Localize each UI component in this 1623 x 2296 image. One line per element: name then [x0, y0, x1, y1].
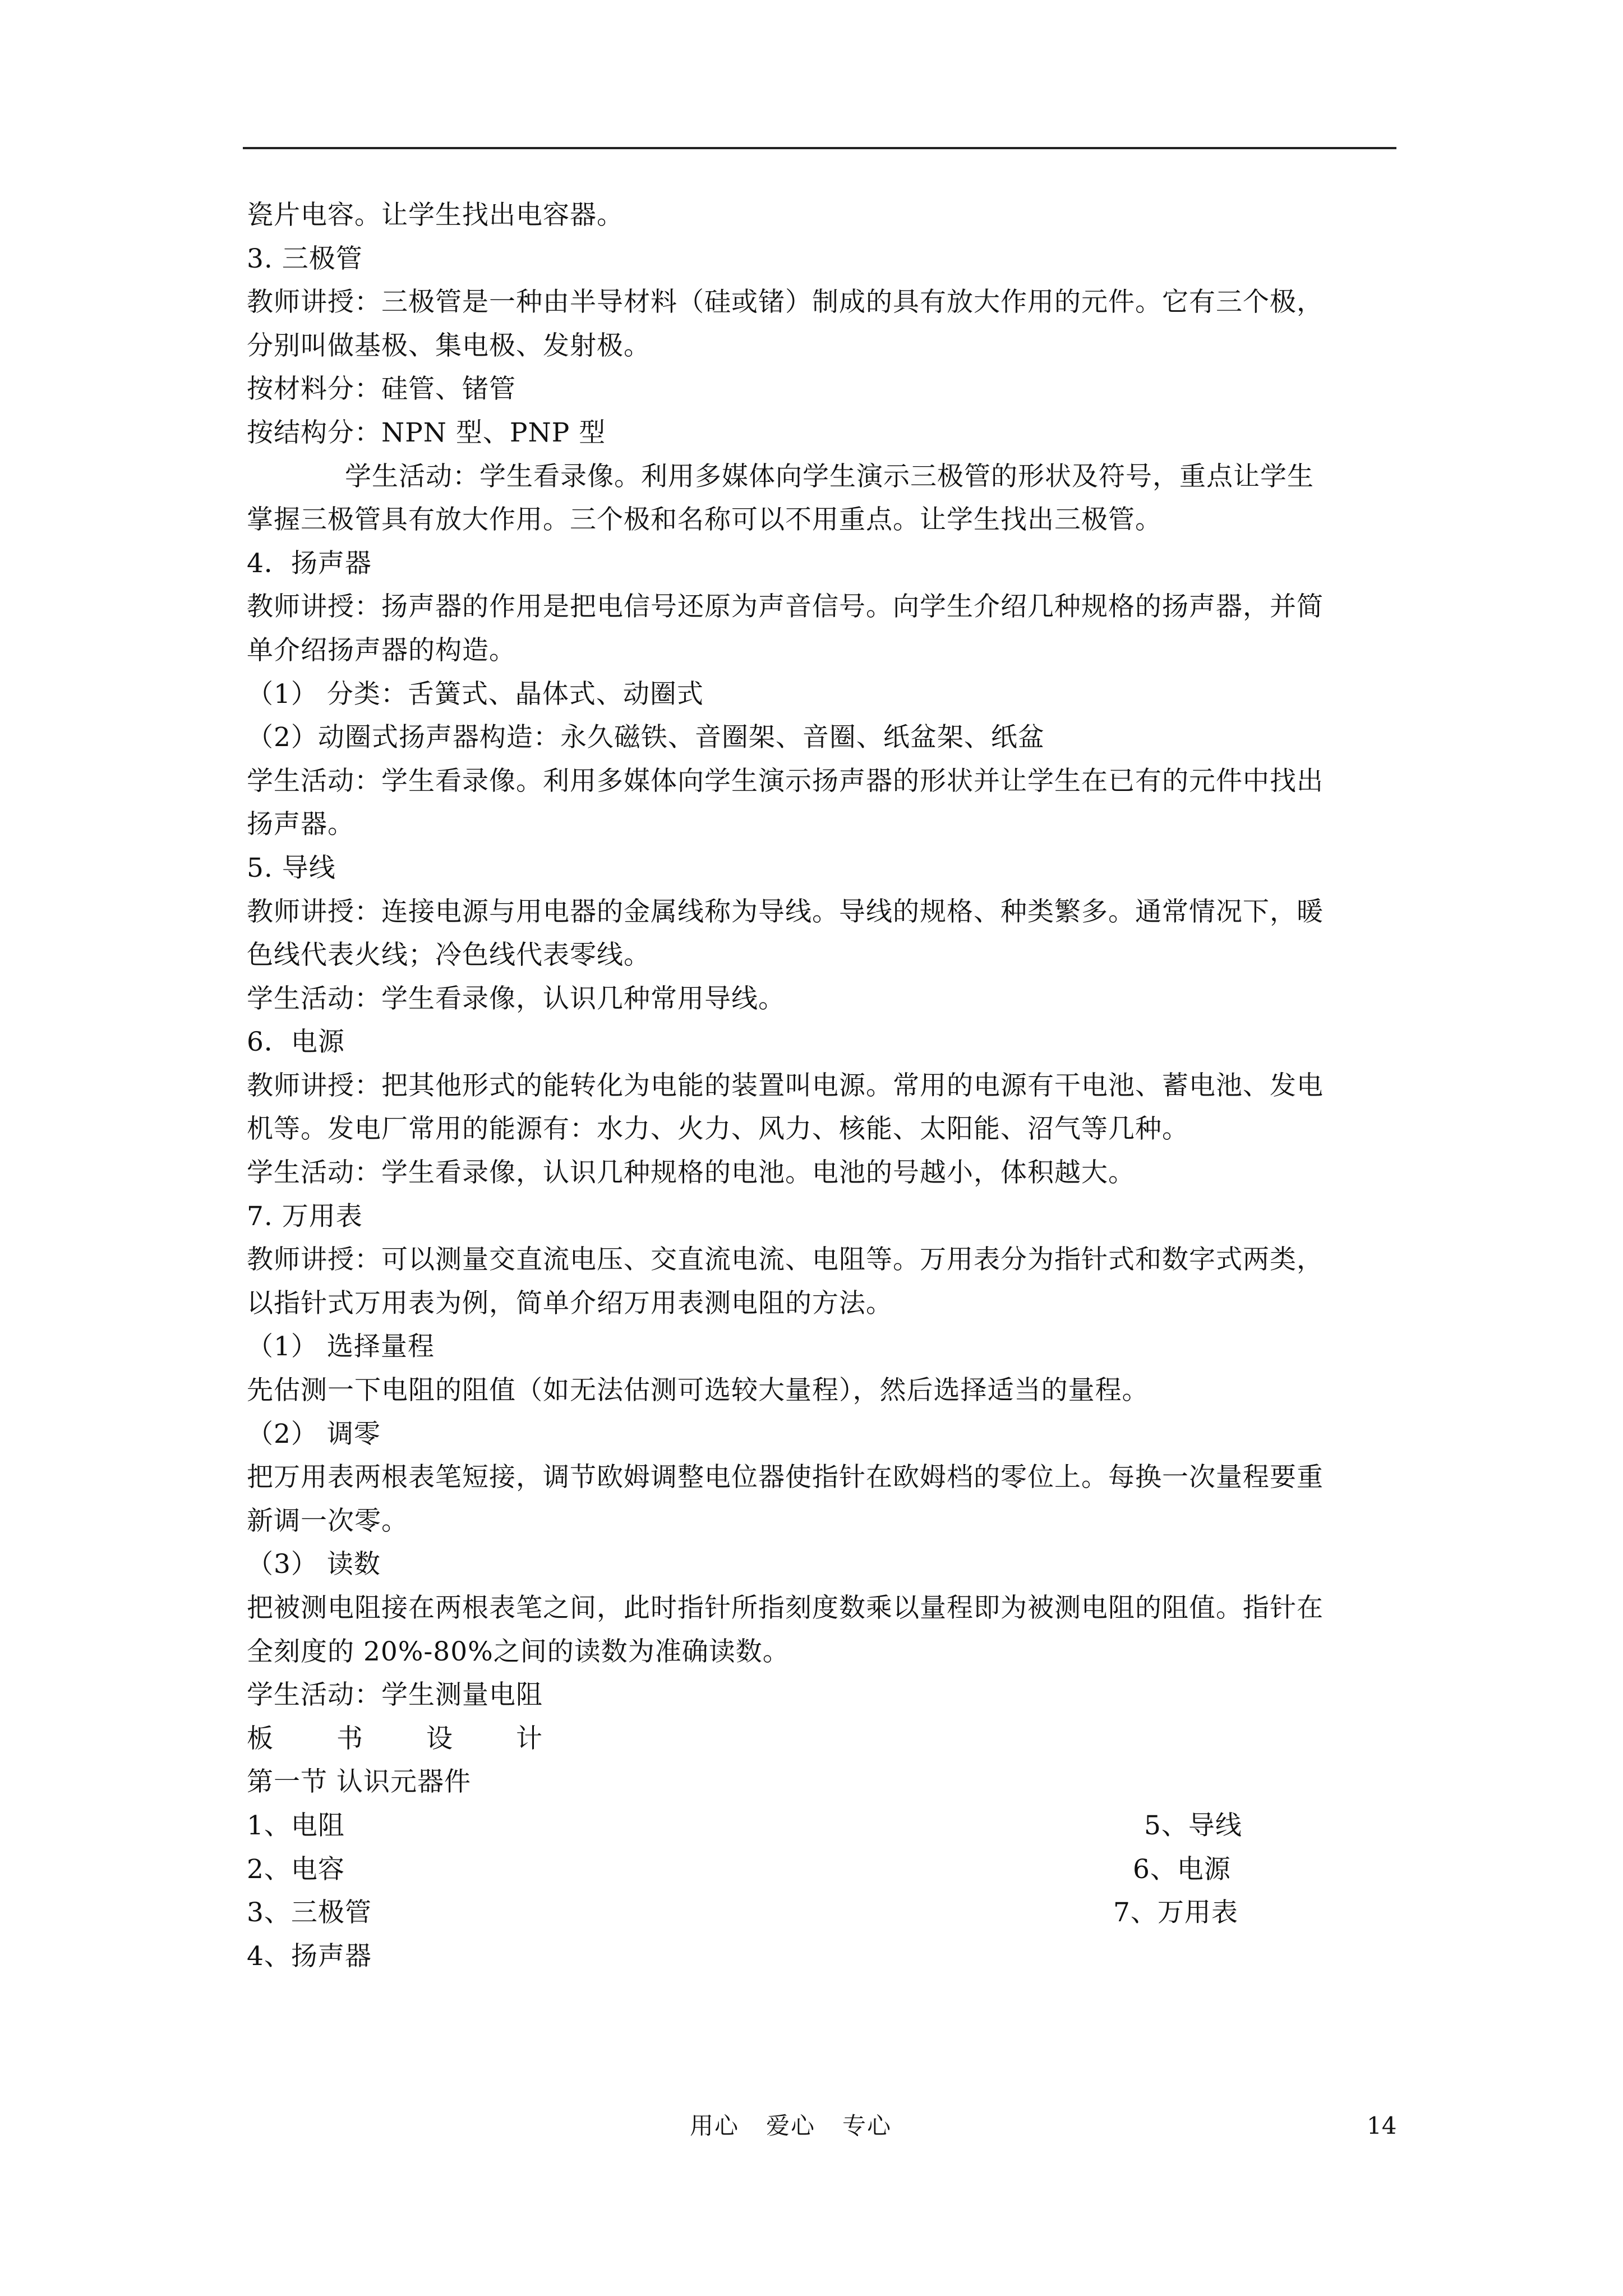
board-row [247, 1891, 1402, 1935]
page-body [247, 194, 1402, 1978]
footer-slogan [690, 2104, 919, 2148]
board-item-right: 5、导线 [1144, 1810, 1242, 1841]
board-row [247, 1935, 1402, 1978]
text-line: 扬声器。 [247, 809, 354, 840]
text-line: （1） 分类：舌簧式、晶体式、动圈式 [247, 678, 704, 710]
footer-slogan-word: 用心 [690, 2112, 740, 2139]
board-heading-char: 书 [336, 1723, 363, 1754]
text-line: 以指针式万用表为例，简单介绍万用表测电阻的方法。 [247, 1287, 893, 1319]
board-item-right: 6、电源 [1133, 1853, 1231, 1885]
text-line: （3） 读数 [247, 1549, 381, 1580]
text-line: 教师讲授：把其他形式的能转化为电能的装置叫电源。常用的电源有干电池、蓄电池、发电 [247, 1070, 1324, 1101]
text-line: （1） 选择量程 [247, 1331, 435, 1363]
footer-slogan-word: 爱心 [766, 2112, 816, 2139]
board-item-left: 4、扬声器 [247, 1940, 372, 1972]
board-item-left: 1、电阻 [247, 1810, 345, 1841]
text-line: 教师讲授：扬声器的作用是把电信号还原为声音信号。向学生介绍几种规格的扬声器，并简 [247, 591, 1324, 623]
text-line: 机等。发电厂常用的能源有：水力、火力、风力、核能、太阳能、沼气等几种。 [247, 1114, 1189, 1145]
text-line: 单介绍扬声器的构造。 [247, 634, 516, 666]
board-heading-char: 计 [516, 1723, 543, 1754]
board-design-heading [247, 1717, 1402, 1761]
board-item-right: 7、万用表 [1113, 1897, 1238, 1929]
text-line: 按材料分：硅管、锗管 [247, 374, 516, 405]
section-heading-multimeter: 7. 万用表 [247, 1200, 363, 1232]
text-line: 分别叫做基极、集电极、发射极。 [247, 330, 651, 361]
text-line-indented: 学生活动：学生看录像。利用多媒体向学生演示三极管的形状及符号，重点让学生 [345, 461, 1314, 492]
board-heading-char: 设 [426, 1723, 453, 1754]
header-rule [243, 147, 1396, 149]
text-line: 新调一次零。 [247, 1505, 408, 1536]
board-item-left: 3、三极管 [247, 1897, 372, 1929]
text-line: （2）动圈式扬声器构造：永久磁铁、音圈架、音圈、纸盆架、纸盆 [247, 722, 1045, 753]
text-line: 学生活动：学生看录像，认识几种常用导线。 [247, 983, 785, 1014]
footer-slogan-word: 专心 [842, 2112, 892, 2139]
text-line: 按结构分：NPN 型、PNP 型 [247, 417, 606, 448]
text-line: 教师讲授：三极管是一种由半导材料（硅或锗）制成的具有放大作用的元件。它有三个极， [247, 287, 1324, 318]
text-line: 学生活动：学生看录像。利用多媒体向学生演示扬声器的形状并让学生在已有的元件中找出 [247, 765, 1324, 797]
board-section-title: 第一节 认识元器件 [247, 1766, 471, 1798]
text-line: 把被测电阻接在两根表笔之间，此时指针所指刻度数乘以量程即为被测电阻的阻值。指针在 [247, 1593, 1324, 1623]
text-line: 学生活动：学生测量电阻 [247, 1680, 543, 1711]
board-item-left: 2、电容 [247, 1853, 345, 1885]
text-line: 掌握三极管具有放大作用。三个极和名称可以不用重点。让学生找出三极管。 [247, 504, 1162, 536]
section-heading-speaker: 4．扬声器 [247, 547, 372, 579]
section-heading-transistor: 3. 三极管 [247, 243, 363, 274]
text-line: 瓷片电容。让学生找出电容器。 [247, 200, 624, 231]
text-line: 教师讲授：连接电源与用电器的金属线称为导线。导线的规格、种类繁多。通常情况下，暖 [247, 896, 1324, 927]
text-line: 全刻度的 20%-80%之间的读数为准确读数。 [247, 1636, 790, 1667]
board-row [247, 1848, 1402, 1892]
text-line: 学生活动：学生看录像，认识几种规格的电池。电池的号越小，体积越大。 [247, 1157, 1135, 1189]
page-footer [0, 2104, 1623, 2148]
text-line: 色线代表火线；冷色线代表零线。 [247, 940, 651, 971]
section-heading-power: 6．电源 [247, 1027, 345, 1058]
page-number: 14 [1367, 2112, 1397, 2139]
text-line: （2） 调零 [247, 1418, 381, 1450]
section-heading-wire: 5. 导线 [247, 852, 336, 884]
board-row [247, 1804, 1402, 1848]
board-heading-char: 板 [247, 1723, 274, 1754]
text-line: 先估测一下电阻的阻值（如无法估测可选较大量程），然后选择适当的量程。 [247, 1375, 1149, 1406]
text-line: 教师讲授：可以测量交直流电压、交直流电流、电阻等。万用表分为指针式和数字式两类， [247, 1244, 1324, 1276]
text-line: 把万用表两根表笔短接，调节欧姆调整电位器使指针在欧姆档的零位上。每换一次量程要重 [247, 1462, 1324, 1493]
